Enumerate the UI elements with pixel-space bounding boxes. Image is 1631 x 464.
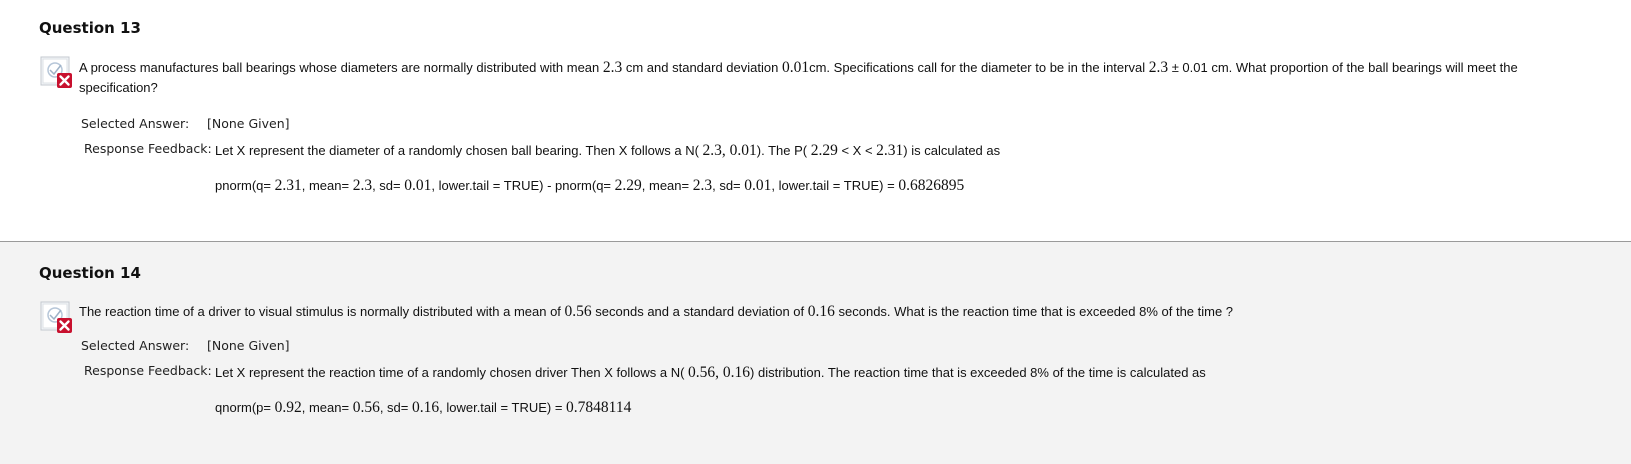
incorrect-icon bbox=[40, 301, 74, 335]
feedback-line-2: pnorm(q= 2.31, mean= 2.3, sd= 0.01, lower.tail = TRUE) - pnorm(q= 2.29, mean= 2.3, sd= 0.01, lower.tail = TRUE) = 0.6826895 bbox=[215, 177, 965, 194]
selected-answer-label: Selected Answer: bbox=[81, 338, 190, 353]
response-feedback-label: Response Feedback: bbox=[84, 363, 212, 378]
incorrect-icon bbox=[40, 56, 74, 90]
question-14-block bbox=[0, 242, 1631, 464]
response-feedback-label: Response Feedback: bbox=[84, 141, 212, 156]
feedback-line-1: Let X represent the diameter of a randomly chosen ball bearing. Then X follows a N( 2.3, 0.01). The P( 2.29 < X < 2.31) is calculated as bbox=[215, 142, 1001, 159]
selected-answer-value: [None Given] bbox=[207, 338, 290, 353]
selected-answer-value: [None Given] bbox=[207, 116, 290, 131]
question-title: Question 14 bbox=[39, 264, 141, 282]
selected-answer-label: Selected Answer: bbox=[81, 116, 190, 131]
feedback-line-2: qnorm(p= 0.92, mean= 0.56, sd= 0.16, lower.tail = TRUE) = 0.7848114 bbox=[215, 399, 632, 416]
feedback-line-1: Let X represent the reaction time of a randomly chosen driver Then X follows a N( 0.56, 0.16) distribution. The reaction time that is exceeded 8% of the time is calculated as bbox=[215, 364, 1206, 381]
question-text: A process manufactures ball bearings whose diameters are normally distributed with mean 2.3 cm and standard deviation 0.01cm. Specifications call for the diameter to be in the interval 2.3 ± 0.01 cm. What proportion of the ball bearings will meet the specification? bbox=[79, 59, 1518, 95]
question-title: Question 13 bbox=[39, 19, 141, 37]
question-text: The reaction time of a driver to visual stimulus is normally distributed with a mean of 0.56 seconds and a standard deviation of 0.16 seconds. What is the reaction time that is exceeded 8% of the time ? bbox=[79, 303, 1234, 320]
